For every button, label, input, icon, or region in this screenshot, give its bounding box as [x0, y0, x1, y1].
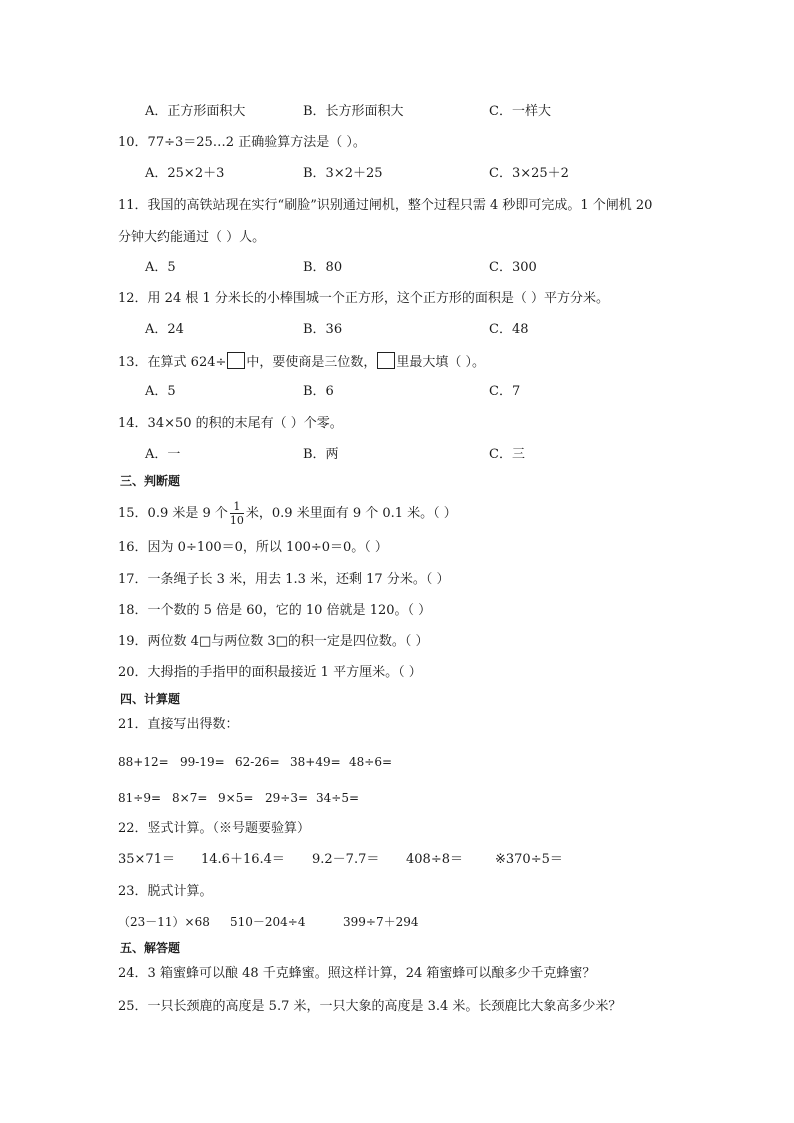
calc-item: 99-19= — [180, 755, 225, 769]
q25-text: 25．一只长颈鹿的高度是 5.7 米，一只大象的高度是 3.4 米。长颈鹿比大象高多少米？ — [118, 999, 622, 1014]
q15-text — [118, 501, 457, 526]
calc-item: 81÷9= — [118, 791, 162, 805]
q9-option-c: C．一样大 — [489, 104, 551, 119]
fraction-numerator: 1 — [230, 501, 244, 514]
q9-option-b: B．长方形面积大 — [303, 104, 404, 119]
q21-row1 — [118, 753, 392, 771]
q13-text-part2: 中，要使商是三位数， — [246, 355, 377, 370]
q16-text: 16．因为 0÷100＝0，所以 100÷0＝0。（ ） — [118, 540, 388, 555]
q20-text: 20．大拇指的手指甲的面积最接近 1 平方厘米。（ ） — [118, 665, 422, 680]
calc-item: 62-26= — [235, 755, 280, 769]
calc-item: ※370÷5＝ — [495, 852, 563, 867]
calc-item: 88+12= — [118, 755, 169, 769]
q17-text: 17．一条绳子长 3 米，用去 1.3 米，还剩 17 分米。（ ） — [118, 572, 450, 587]
q14-option-c: C．三 — [489, 447, 525, 462]
q22-text: 22．竖式计算。（※号题要验算） — [118, 821, 311, 836]
q21-text: 21．直接写出得数： — [118, 717, 239, 732]
q23-text: 23．脱式计算。 — [118, 884, 213, 899]
q9-option-a: A．正方形面积大 — [145, 104, 246, 119]
fraction-denominator: 10 — [229, 514, 244, 527]
q13-option-c: C．7 — [489, 384, 521, 399]
calc-item: 9×5= — [218, 791, 254, 805]
q11-text-line1: 11．我国的高铁站现在实行“刷脸”识别通过闸机，整个过程只需 4 秒即可完成。1 个闸机 20 — [118, 198, 653, 213]
q24-text: 24．3 箱蜜蜂可以酿 48 千克蜂蜜。照这样计算，24 箱蜜蜂可以酿多少千克蜂蜜？ — [118, 966, 596, 981]
q12-option-c: C．48 — [489, 322, 529, 337]
q13-text-part3: 里最大填（ ）。 — [396, 355, 486, 370]
q14-option-a: A．一 — [145, 447, 181, 462]
q23-items — [118, 913, 419, 931]
q11-option-c: C．300 — [489, 260, 537, 275]
q11-text-line2: 分钟大约能通过（ ）人。 — [118, 230, 266, 245]
calc-item: 14.6＋16.4＝ — [201, 852, 285, 867]
calc-item: 8×7= — [172, 791, 208, 805]
q12-text: 12．用 24 根 1 分米长的小棒围城一个正方形，这个正方形的面积是（ ）平方分米。 — [118, 291, 610, 306]
q10-option-c: C．3×25＋2 — [489, 166, 569, 181]
section-heading-judgment: 三、判断题 — [120, 474, 181, 488]
q10-option-b: B．3×2＋25 — [303, 166, 383, 181]
calc-item: 48÷6= — [349, 755, 393, 769]
q12-option-b: B．36 — [303, 322, 343, 337]
q11-option-a: A．5 — [145, 260, 176, 275]
q14-option-b: B．两 — [303, 447, 339, 462]
calc-item: 408÷8＝ — [406, 852, 463, 867]
calc-item: 35×71＝ — [118, 852, 175, 867]
calc-item: 38+49= — [290, 755, 341, 769]
q10-text: 10．77÷3＝25…2 正确验算方法是（ ）。 — [118, 135, 366, 150]
calc-item: 29÷3= — [265, 791, 309, 805]
q13-option-b: B．6 — [303, 384, 334, 399]
q13-text-part1: 13．在算式 624÷ — [118, 355, 227, 370]
calc-item: 510－204÷4 — [230, 915, 306, 929]
q18-text: 18．一个数的 5 倍是 60，它的 10 倍就是 120。（ ） — [118, 603, 432, 618]
q19-text: 19．两位数 4□与两位数 3□的积一定是四位数。（ ） — [118, 634, 429, 649]
q21-row2 — [118, 789, 359, 807]
q13-option-a: A．5 — [145, 384, 176, 399]
fraction-one-tenth — [230, 501, 244, 526]
calc-item: （23－11）×68 — [118, 915, 210, 929]
q11-option-b: B．80 — [303, 260, 343, 275]
q22-items — [118, 851, 563, 869]
q12-option-a: A．24 — [145, 322, 184, 337]
q15-text-part1: 15．0.9 米是 9 个 — [118, 506, 228, 521]
calc-item: 34÷5= — [316, 791, 360, 805]
section-heading-word-problems: 五、解答题 — [120, 941, 181, 955]
calc-item: 9.2－7.7＝ — [312, 852, 380, 867]
q10-option-a: A．25×2＋3 — [145, 166, 225, 181]
section-heading-calculation: 四、计算题 — [120, 692, 181, 706]
q13-text — [118, 352, 485, 372]
q14-text: 14．34×50 的积的末尾有（ ）个零。 — [118, 416, 343, 431]
blank-box — [227, 352, 245, 369]
q15-text-part2: 米，0.9 米里面有 9 个 0.1 米。（ ） — [245, 506, 457, 521]
calc-item: 399÷7＋294 — [343, 915, 419, 929]
blank-box — [377, 352, 395, 369]
